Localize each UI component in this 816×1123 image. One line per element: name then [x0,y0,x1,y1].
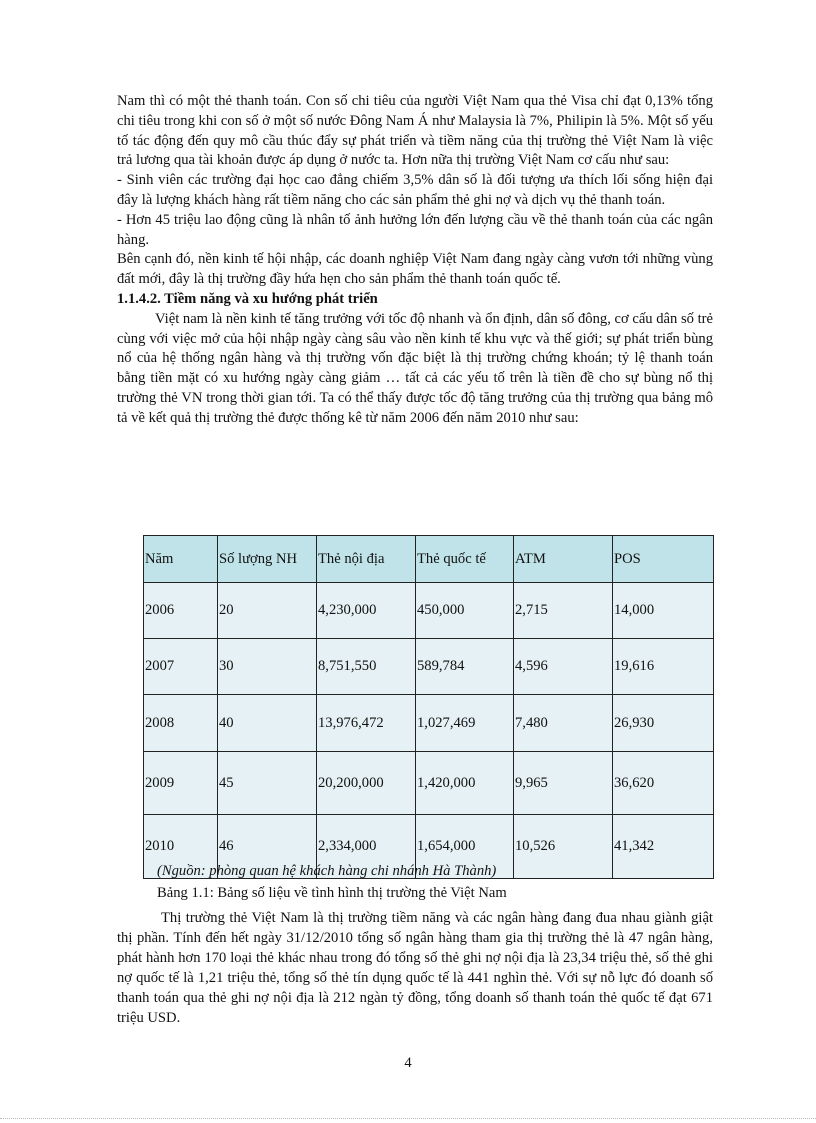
cell-atm: 9,965 [514,752,613,815]
table-header-row [144,536,714,583]
cell-international-card: 589,784 [416,639,514,695]
cell-domestic-card: 8,751,550 [317,639,416,695]
table-row [144,695,714,752]
cell-international-card: 1,420,000 [416,752,514,815]
paragraph-potential: Việt nam là nền kinh tế tăng trưởng với tốc độ nhanh và ổn định, dân số đông, cơ cấu dân số trẻ cùng với việc mở của hội nhập ngày càng sâu vào nền kinh tế khu vực và thế giới; sự phát triển bùng nổ của hệ thống ngân hàng và thị trường vốn đặc biệt là thị trường chứng khoán; tỷ lệ thanh toán bằng tiền mặt có xu hướng ngày càng giảm … tất cả các yếu tố trên là tiền đề cho sự bùng nổ thị trường thẻ VN trong thời gian tới. Ta có thể thấy được tốc độ tăng trưởng của thị trường qua bảng mô tả về kết quả thị trường thẻ được thống kê từ năm 2006 đến năm 2010 như sau: [117,310,713,426]
cell-domestic-card: 20,200,000 [317,752,416,815]
header-bank-count: Số lượng NH [218,536,317,583]
header-atm: ATM [514,536,613,583]
cell-year: 2008 [144,695,218,752]
cell-year: 2009 [144,752,218,815]
table-caption: Bảng 1.1: Bảng số liệu về tình hình thị trường thẻ Việt Nam [157,885,507,901]
table-row [144,639,714,695]
cell-international-card: 450,000 [416,583,514,639]
card-market-table [143,535,714,879]
cell-atm: 10,526 [514,815,613,879]
page-number: 4 [404,1055,412,1071]
body-text-after-table [117,908,713,1028]
cell-international-card: 1,654,000 [416,815,514,879]
cell-pos: 36,620 [613,752,714,815]
table-source: (Nguồn: phòng quan hệ khách hàng chi nhánh Hà Thành) [157,863,497,879]
cell-atm: 4,596 [514,639,613,695]
paragraph-labor: - Hơn 45 triệu lao động cũng là nhân tố ảnh hưởng lớn đến lượng cầu về thẻ thanh toán của các ngân hàng. [117,211,713,248]
cell-bank-count: 20 [218,583,317,639]
page-bottom-divider [0,1118,816,1119]
section-heading: 1.1.4.2. Tiềm năng và xu hướng phát triển [117,290,378,307]
cell-year: 2010 [144,815,218,879]
cell-domestic-card: 4,230,000 [317,583,416,639]
cell-domestic-card: 13,976,472 [317,695,416,752]
paragraph-integration: Bên cạnh đó, nền kinh tế hội nhập, các doanh nghiệp Việt Nam đang ngày càng vươn tới những vùng đất mới, đây là thị trường đầy hứa hẹn cho sản phẩm thẻ thanh toán quốc tế. [117,251,713,288]
cell-pos: 14,000 [613,583,714,639]
header-year: Năm [144,536,218,583]
cell-pos: 19,616 [613,639,714,695]
cell-bank-count: 45 [218,752,317,815]
table-row [144,752,714,815]
cell-pos: 26,930 [613,695,714,752]
cell-domestic-card: 2,334,000 [317,815,416,879]
paragraph-1: Nam thì có một thẻ thanh toán. Con số chi tiêu của người Việt Nam qua thẻ Visa chỉ đạt 0,13% tổng chi tiêu trong khi con số ở một số nước Đông Nam Á như Malaysia là 7%, Philipin là 5%. Một số yếu tố tác động đến quy mô cầu thúc đẩy sự phát triển và tiềm năng của thị trường thẻ Việt Nam là việc trả lương qua tài khoản được áp dụng ở nước ta. Hơn nữa thị trường Việt Nam cơ cấu như sau: [117,93,713,169]
header-domestic-card: Thẻ nội địa [317,536,416,583]
table-row [144,583,714,639]
cell-pos: 41,342 [613,815,714,879]
cell-year: 2007 [144,639,218,695]
body-text [117,92,713,429]
paragraph-market-share: Thị trường thẻ Việt Nam là thị trường tiềm năng và các ngân hàng đang đua nhau giành giật thị phần. Tính đến hết ngày 31/12/2010 tổng số ngân hàng tham gia thị trường thẻ là 47 ngân hàng, phát hành hơn 170 loại thẻ khác nhau trong đó tổng số thẻ ghi nợ nội địa là 23,34 triệu thẻ, số thẻ ghi nợ quốc tế là 1,21 triệu thẻ, tổng số thẻ tín dụng quốc tế là 441 nghìn thẻ. Với sự nỗ lực đó doanh số thanh toán qua thẻ ghi nợ nội địa là 212 ngàn tỷ đồng, tổng doanh số thanh toán thẻ quốc tế đạt 671 triệu USD. [117,910,713,1026]
cell-bank-count: 46 [218,815,317,879]
header-international-card: Thẻ quốc tế [416,536,514,583]
paragraph-students: - Sinh viên các trường đại học cao đẳng chiếm 3,5% dân số là đối tượng ưa thích lối sống hiện đại đây là lượng khách hàng rất tiềm năng cho các sản phẩm thẻ ghi nợ và dịch vụ thẻ thanh toán. [117,172,713,208]
cell-international-card: 1,027,469 [416,695,514,752]
header-pos: POS [613,536,714,583]
cell-atm: 7,480 [514,695,613,752]
cell-bank-count: 30 [218,639,317,695]
cell-bank-count: 40 [218,695,317,752]
cell-atm: 2,715 [514,583,613,639]
cell-year: 2006 [144,583,218,639]
